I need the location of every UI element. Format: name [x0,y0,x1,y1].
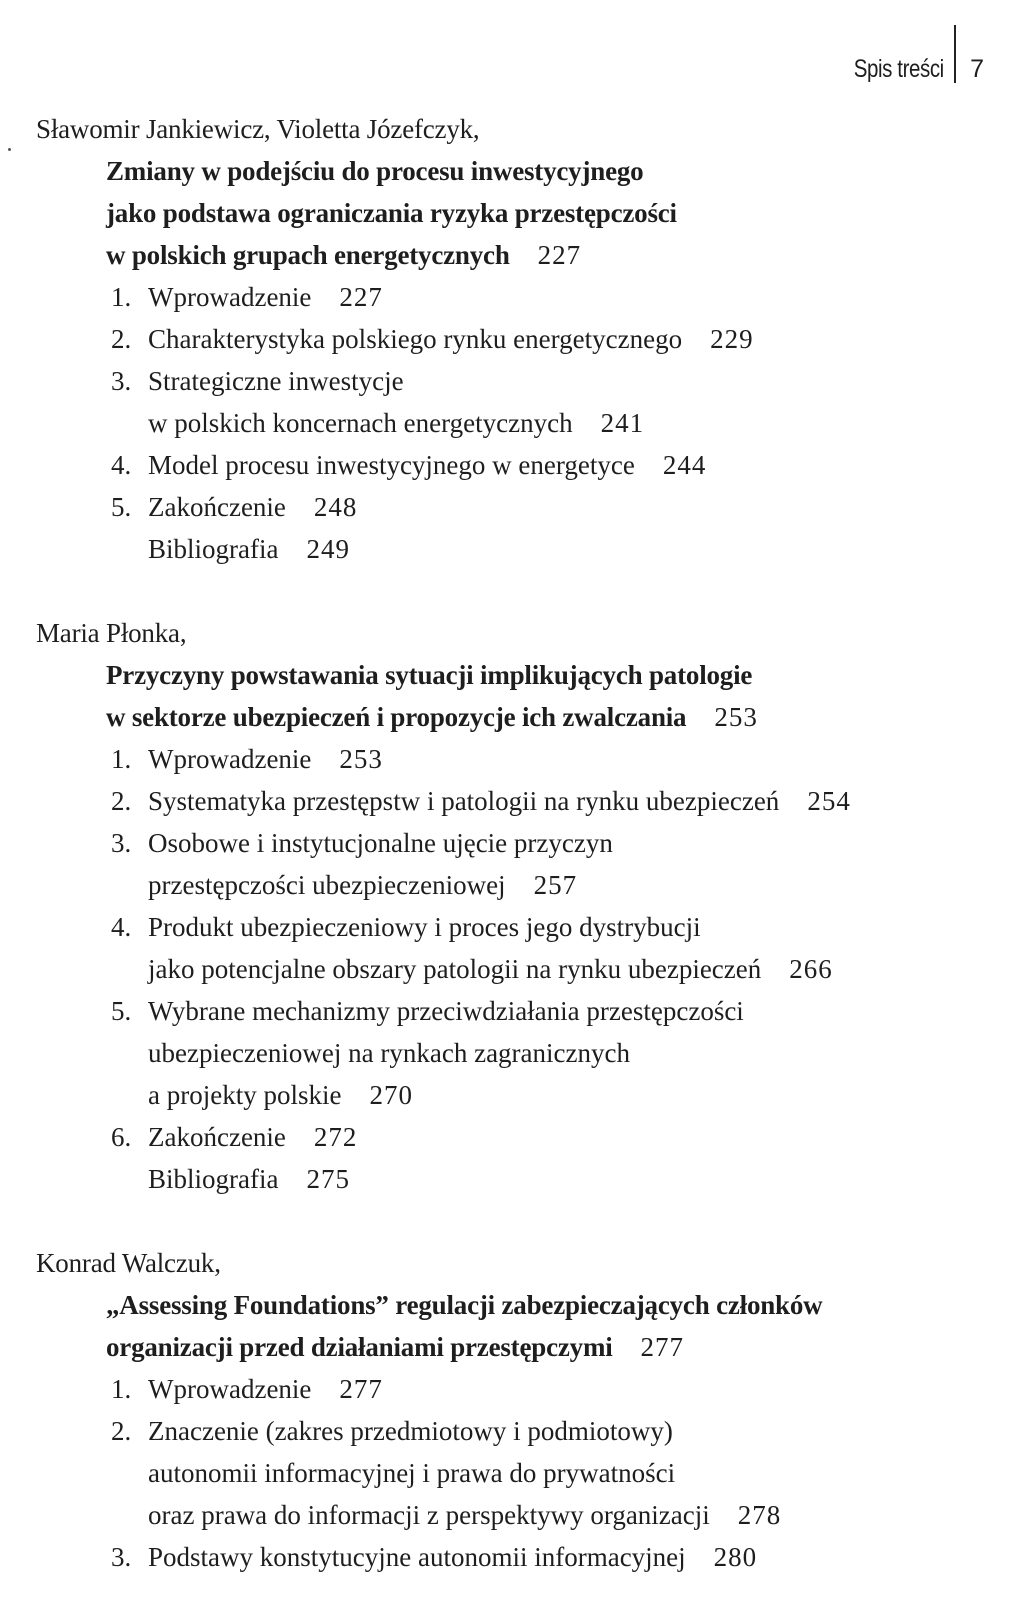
item-line [148,948,833,990]
item-page: 272 [313,1122,358,1152]
running-header [834,22,984,86]
item-line-text: Strategiczne inwestycje [148,366,404,396]
toc-item [111,444,996,486]
toc-item [111,1368,996,1410]
entry-items [111,276,996,570]
item-line-text: Zakończenie [148,492,286,522]
item-line-text: Znaczenie (zakres przedmiotowy i podmiotowy) [148,1416,673,1446]
item-line-text: Wybrane mechanizmy przeciwdziałania przestępczości [148,996,744,1026]
entry-title-text: w polskich grupach energetycznych [106,240,510,270]
toc-item [111,1158,996,1200]
item-line [148,738,383,780]
item-number: 5. [111,492,132,522]
item-line-text: Bibliografia [148,534,279,564]
item-line [148,360,644,402]
toc-item [111,1116,996,1158]
item-page: 227 [339,282,383,312]
toc-item [111,276,996,318]
item-line [148,1032,744,1074]
item-number [111,1158,148,1200]
toc-item [111,906,996,990]
item-page: 277 [339,1374,383,1404]
item-line [148,1494,781,1536]
toc-item [111,822,996,906]
item-number: 6. [111,1122,132,1152]
entry-title-page: 227 [537,240,582,270]
item-page: 266 [789,954,833,984]
item-text [148,444,706,486]
entry-author: Maria Płonka, [36,618,187,648]
item-page: 275 [306,1164,350,1194]
toc-item [111,486,996,528]
item-line [148,1158,350,1200]
item-text [148,780,851,822]
entry-title-text: jako podstawa ograniczania ryzyka przestępczości [106,198,677,228]
item-line-text: Zakończenie [148,1122,286,1152]
toc-entry [36,108,996,570]
entry-title-text: Zmiany w podejściu do procesu inwestycyjnego [106,156,644,186]
item-number: 3. [111,1542,132,1572]
entry-title-line [106,1326,996,1368]
item-line-text: Model procesu inwestycyjnego w energetyce [148,450,635,480]
entry-title-line [106,234,996,276]
item-page: 229 [710,324,754,354]
toc-item [111,528,996,570]
item-text [148,738,383,780]
toc-item [111,1536,996,1578]
item-line-text: Produkt ubezpieczeniowy i proces jego dystrybucji [148,912,701,942]
item-line-text: Charakterystyka polskiego rynku energetycznego [148,324,683,354]
item-page: 270 [369,1080,413,1110]
item-line [148,318,754,360]
entry-title-line [106,192,996,234]
item-page: 257 [533,870,578,900]
entry-title-text: Przyczyny powstawania sytuacji implikujących patologie [106,660,753,690]
item-line [148,528,350,570]
entry-title [106,1284,996,1368]
item-text [148,906,833,990]
item-line [148,1074,744,1116]
item-line-text: oraz prawa do informacji z perspektywy organizacji [148,1500,710,1530]
item-line-text: Wprowadzenie [148,282,312,312]
item-line-text: Podstawy konstytucyjne autonomii informacyjnej [148,1542,686,1572]
item-line-text: Wprowadzenie [148,1374,312,1404]
item-number: 5. [111,996,132,1026]
item-line [148,276,383,318]
toc-item [111,780,996,822]
item-line [148,486,357,528]
toc-item [111,1410,996,1536]
item-text [148,276,383,318]
item-text [148,1368,383,1410]
toc-entry [36,612,996,1200]
item-number [111,528,148,570]
toc-item [111,360,996,444]
item-line-text: Osobowe i instytucjonalne ujęcie przyczyn [148,828,613,858]
item-line [148,444,706,486]
item-line [148,1410,781,1452]
item-line-text: Wprowadzenie [148,744,312,774]
item-text [148,1536,757,1578]
page-number: 7 [970,54,984,83]
item-line [148,1116,357,1158]
item-text [148,1410,781,1536]
item-number: 2. [111,786,132,816]
item-line-text: autonomii informacyjnej i prawa do prywatności [148,1458,676,1488]
item-text [148,990,744,1116]
item-line-text: Bibliografia [148,1164,279,1194]
item-line [148,402,644,444]
item-line [148,822,613,864]
item-page: 241 [600,408,645,438]
entry-items [111,1368,996,1578]
item-page: 254 [807,786,851,816]
item-line-text: jako potencjalne obszary patologii na rynku ubezpieczeń [148,954,762,984]
item-line [148,1368,383,1410]
item-number: 1. [111,1374,132,1404]
entry-title-line [106,696,996,738]
toc-item [111,990,996,1116]
entry-title [106,654,996,738]
item-line-text: w polskich koncernach energetycznych [148,408,573,438]
item-line-text: Systematyka przestępstw i patologii na rynku ubezpieczeń [148,786,780,816]
header-title: Spis treści [854,54,945,83]
item-text [148,318,754,360]
item-line-text: przestępczości ubezpieczeniowej [148,870,506,900]
item-number: 1. [111,282,132,312]
item-line-text: a projekty polskie [148,1080,342,1110]
table-of-contents [36,108,996,1620]
item-page: 278 [737,1500,782,1530]
entry-title-line [106,1284,996,1326]
item-number: 4. [111,912,132,942]
item-text [148,528,350,570]
item-number: 3. [111,828,132,858]
toc-entry [36,1242,996,1578]
item-line [148,990,744,1032]
entry-title [106,150,996,276]
item-page: 280 [713,1542,758,1572]
item-line [148,906,833,948]
entry-title-text: organizacji przed działaniami przestępczymi [106,1332,613,1362]
item-page: 249 [306,534,350,564]
item-page: 244 [662,450,707,480]
item-number: 1. [111,744,132,774]
scan-speck [8,148,11,151]
item-text [148,486,357,528]
entry-title-line [106,654,996,696]
entry-author: Sławomir Jankiewicz, Violetta Józefczyk, [36,114,480,144]
item-number: 4. [111,450,132,480]
toc-item [111,318,996,360]
toc-item [111,738,996,780]
entry-title-text: „Assessing Foundations” regulacji zabezpieczających członków [106,1290,823,1320]
item-number: 2. [111,1416,132,1446]
item-line [148,780,851,822]
item-line-text: ubezpieczeniowej na rynkach zagranicznych [148,1038,630,1068]
entry-items [111,738,996,1200]
item-page: 248 [313,492,358,522]
item-line [148,864,613,906]
item-text [148,360,644,444]
item-number: 2. [111,324,132,354]
entry-title-text: w sektorze ubezpieczeń i propozycje ich zwalczania [106,702,687,732]
item-number: 3. [111,366,132,396]
item-page: 253 [339,744,383,774]
entry-title-page: 253 [714,702,758,732]
header-divider [954,25,956,83]
entry-title-page: 277 [640,1332,685,1362]
item-line [148,1452,781,1494]
entry-title-line [106,150,996,192]
entry-author: Konrad Walczuk, [36,1248,221,1278]
item-line [148,1536,757,1578]
item-text [148,1158,350,1200]
item-text [148,822,613,906]
item-text [148,1116,357,1158]
